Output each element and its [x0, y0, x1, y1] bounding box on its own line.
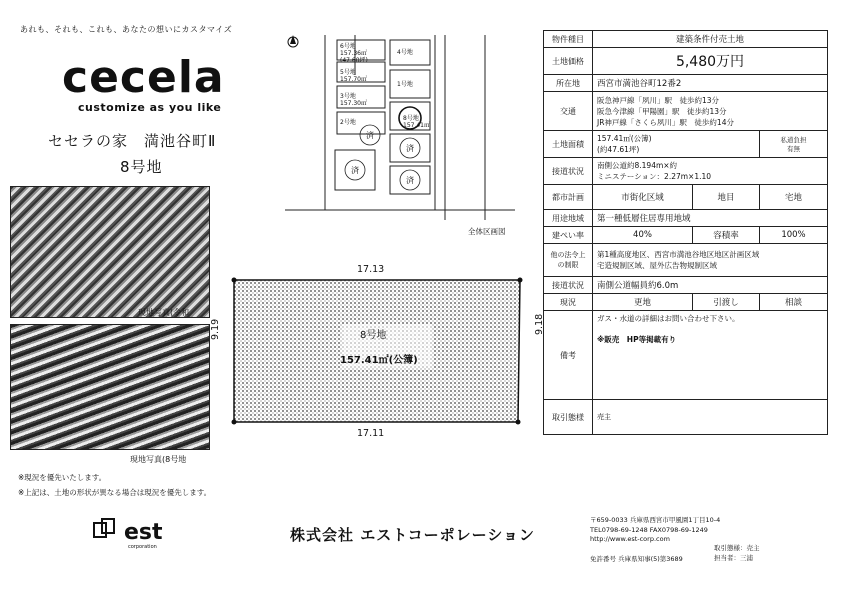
row-transport-header: 交通	[544, 92, 593, 131]
address-line-3[interactable]: http://www.est-corp.com	[590, 535, 670, 544]
property-info-table	[543, 30, 828, 435]
row-type-value: 建築条件付売土地	[593, 31, 828, 48]
row-price-value: 5,480万円	[593, 48, 828, 75]
map-caption: 全体区画図	[468, 227, 506, 236]
row-transaction-value: 売主	[593, 400, 828, 435]
row-delivery-label: 引渡し	[693, 294, 760, 311]
row-land-category-value: 宅地	[759, 185, 827, 210]
north-arrow-icon	[288, 35, 298, 47]
map-done-3: 済	[351, 166, 359, 175]
row-urban-header: 都市計画	[544, 185, 593, 210]
est-brand: est	[124, 520, 163, 545]
row-remarks-value	[593, 311, 828, 400]
lot-area: 157.41㎡(公簿)	[340, 355, 418, 366]
house-title: セセラの家 満池谷町Ⅱ	[48, 132, 217, 150]
address-line-2: TEL0798-69-1248 FAX0798-69-1249	[590, 525, 708, 534]
row-road-width-value: 南側公道幅員約6.0m	[593, 277, 828, 294]
lot-name: 8号地	[360, 330, 387, 341]
est-brand-sub: corporation	[128, 544, 157, 550]
site-photo-1	[10, 186, 210, 318]
row-regulations-header: 他の法令上の制限	[544, 244, 593, 277]
lot-title: 8号地	[120, 158, 163, 176]
row-road-value: 南側公道約8.194m×約 ミニステーション：2.27m×1.10	[593, 158, 828, 185]
license-number: 免許番号 兵庫県知事(5)第3689	[590, 555, 683, 563]
map-lot-3: 3号地 157.30㎡	[340, 93, 367, 107]
row-address-header: 所在地	[544, 75, 593, 92]
company-address	[590, 516, 720, 545]
row-type-header: 物件種目	[544, 31, 593, 48]
row-road-header: 接道状況	[544, 158, 593, 185]
row-area-header: 土地面積	[544, 131, 593, 158]
staff-line-2: 担当者：三浦	[714, 553, 753, 562]
row-regulations-value: 第1種高度地区、西宮市満池谷地区地区計画区域 宅造規制区域、屋外広告物規制区域	[593, 244, 828, 277]
est-logo-icon	[92, 517, 118, 541]
row-coverage-header: 建ぺい率	[544, 227, 593, 244]
company-name: 株式会社 エストコーポレーション	[290, 526, 536, 544]
brand-logo: cecela	[62, 52, 225, 103]
row-zone-value: 第一種低層住居専用地域	[593, 210, 828, 227]
lot-dim-left: 9.19	[210, 318, 221, 340]
note-2: ※上記は、土地の形状が異なる場合は現況を優先します。	[18, 488, 212, 497]
site-photo-caption-2: 現地写真(8号地	[130, 455, 187, 464]
map-lot-1: 1号地	[397, 81, 413, 88]
staff-line-1: 取引態様：売主	[714, 544, 760, 552]
site-photo-caption-1: 現地写真(令和	[138, 308, 190, 317]
row-address-value: 西宮市満池谷町12番2	[593, 75, 828, 92]
row-land-category-label: 地目	[693, 185, 760, 210]
row-status-header: 現況	[544, 294, 593, 311]
lot-dim-top: 17.13	[357, 264, 385, 275]
address-line-1: 〒659-0033 兵庫県西宮市甲風園1丁目10-4	[590, 516, 721, 524]
site-photo-2	[10, 324, 210, 450]
map-lot-5: 5号地 157.70㎡	[340, 69, 367, 83]
row-far-value: 100%	[759, 227, 827, 244]
row-urban-value: 市街化区域	[593, 185, 693, 210]
note-1: ※現況を優先いたします。	[18, 473, 107, 482]
site-map	[285, 30, 515, 225]
row-status-value: 更地	[593, 294, 693, 311]
map-done-1: 済	[406, 144, 414, 153]
row-transaction-header: 取引態様	[544, 400, 593, 435]
row-remarks-header: 備考	[544, 311, 593, 400]
row-far-label: 容積率	[693, 227, 760, 244]
staff-info	[714, 544, 760, 563]
lot-dim-bottom: 17.11	[357, 428, 385, 439]
row-coverage-value: 40%	[593, 227, 693, 244]
row-transport-value: 阪急神戸線「夙川」駅 徒歩約13分 阪急今津線「甲陽園」駅 徒歩約13分 JR神戸線「さくら夙川」駅 徒歩約14分	[593, 92, 828, 131]
row-private-road-label: 私道負担 有無	[759, 131, 827, 158]
map-lot-8: 8号地 157.41㎡	[403, 115, 430, 129]
map-lot-4: 4号地	[397, 49, 413, 56]
map-lot-6: 6号地 157.36㎡ (47.60坪)	[340, 43, 368, 64]
map-done-4: 済	[366, 131, 374, 140]
row-delivery-value: 相談	[759, 294, 827, 311]
remarks-line-2: ※販売 HP等掲載有り	[597, 335, 677, 344]
row-price-header: 土地価格	[544, 48, 593, 75]
row-road-width-header: 接道状況	[544, 277, 593, 294]
remarks-line-1: ガス・水道の詳細はお問い合わせ下さい。	[597, 314, 740, 323]
brand-slogan: customize as you like	[78, 101, 222, 114]
map-lot-2: 2号地	[340, 119, 356, 126]
tagline: あれも、それも、これも、あなたの想いにカスタマイズ	[20, 25, 233, 34]
lot-dim-right: 9.18	[534, 313, 545, 335]
row-zone-header: 用途地域	[544, 210, 593, 227]
map-done-2: 済	[406, 176, 414, 185]
row-area-value: 157.41㎡(公簿) (約47.61坪)	[593, 131, 760, 158]
